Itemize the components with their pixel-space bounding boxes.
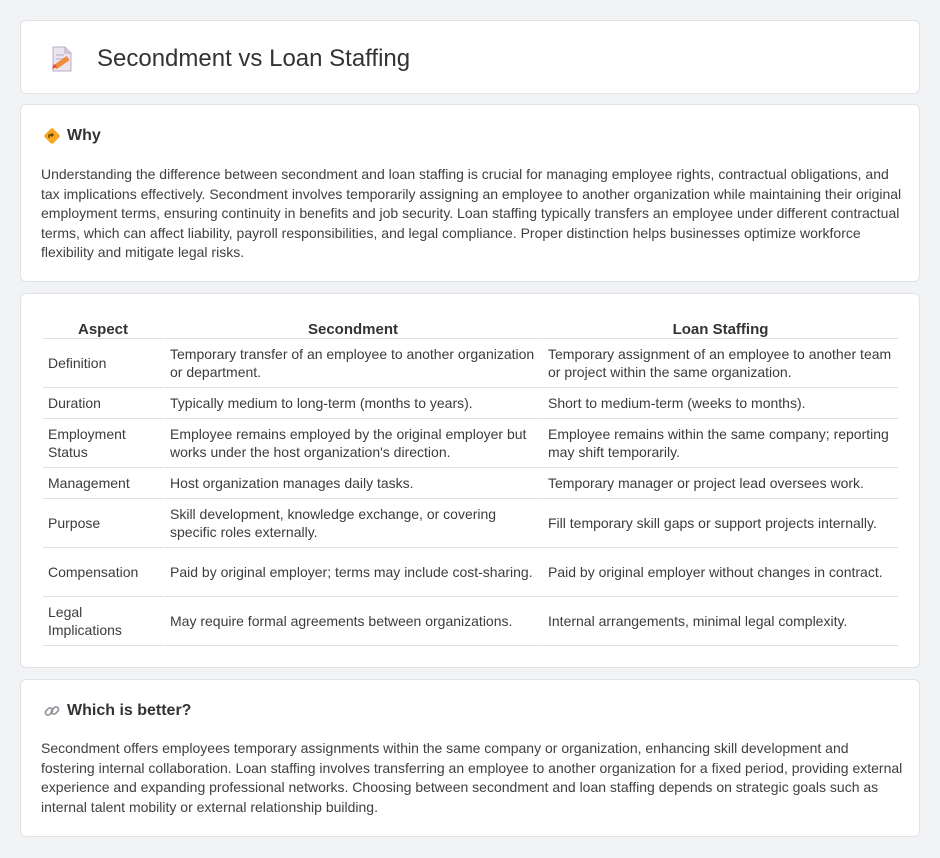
document-pencil-icon: [45, 43, 77, 75]
row-secondment: May require formal agreements between organizations.: [163, 596, 541, 646]
table-row: [43, 418, 898, 467]
road-sign-icon: [43, 127, 61, 145]
table-row: [43, 596, 898, 646]
table-row: [43, 467, 898, 498]
row-loan-staffing: Employee remains within the same company; reporting may shift temporarily.: [541, 418, 898, 467]
row-loan-staffing: Short to medium-term (weeks to months).: [541, 387, 898, 418]
row-loan-staffing: Temporary manager or project lead oversees work.: [541, 467, 898, 498]
row-secondment: Temporary transfer of an employee to another organization or department.: [163, 338, 541, 387]
table-row: [43, 498, 898, 547]
title-row: [45, 43, 410, 75]
page-title: Secondment vs Loan Staffing: [97, 45, 411, 72]
row-loan-staffing: Internal arrangements, minimal legal complexity.: [541, 596, 898, 646]
row-aspect: Definition: [43, 338, 163, 387]
why-heading: [43, 127, 101, 145]
why-section: [20, 104, 920, 282]
which-is-better-section: [20, 679, 920, 837]
row-aspect: Compensation: [43, 547, 163, 596]
row-secondment: Employee remains employed by the original employer but works under the host organization's direction.: [163, 418, 541, 467]
row-loan-staffing: Paid by original employer without changes in contract.: [541, 547, 898, 596]
title-card: [20, 20, 920, 94]
row-loan-staffing: Temporary assignment of an employee to another team or project within the same organization.: [541, 338, 898, 387]
row-loan-staffing: Fill temporary skill gaps or support projects internally.: [541, 498, 898, 547]
table-row: [43, 338, 898, 387]
better-heading: [43, 702, 191, 720]
link-icon: [43, 702, 61, 720]
row-aspect: Employment Status: [43, 418, 163, 467]
row-aspect: Legal Implications: [43, 596, 163, 646]
row-aspect: Purpose: [43, 498, 163, 547]
better-text: Secondment offers employees temporary assignments within the same company or organization, enhancing skill development and fostering internal collaboration. Loan staffing involves transferring an employee to another organization for a fixed period, providing external experience and expanding professional networks. Choosing between secondment and loan staffing depends on strategic goals such as internal talent mobility or external relationship building.: [41, 740, 903, 815]
row-secondment: Skill development, knowledge exchange, or covering specific roles externally.: [163, 498, 541, 547]
why-text: Understanding the difference between secondment and loan staffing is crucial for managing employee rights, contractual obligations, and tax implications effectively. Secondment involves temporarily assigning an employee to another organization while maintaining their original employment terms, ensuring continuity in benefits and job security. Loan staffing typically transfers an employee under different contractual terms, which can affect liability, payroll responsibilities, and legal compliance. Proper distinction helps businesses optimize workforce flexibility and mitigate legal risks.: [41, 166, 902, 261]
row-secondment: Paid by original employer; terms may include cost-sharing.: [163, 547, 541, 596]
header-loan-staffing: Loan Staffing: [541, 316, 898, 338]
header-secondment: Secondment: [163, 316, 541, 338]
table-row: [43, 387, 898, 418]
comparison-section: [20, 293, 920, 668]
row-secondment: Typically medium to long-term (months to years).: [163, 387, 541, 418]
why-title: Why: [67, 127, 101, 144]
table-header-row: [43, 316, 898, 338]
header-aspect: Aspect: [77, 321, 129, 338]
row-secondment: Host organization manages daily tasks.: [163, 467, 541, 498]
better-title: Which is better?: [67, 702, 192, 719]
row-aspect: Management: [43, 467, 163, 498]
comparison-table: [43, 316, 898, 646]
table-row: [43, 547, 898, 596]
row-aspect: Duration: [43, 387, 163, 418]
